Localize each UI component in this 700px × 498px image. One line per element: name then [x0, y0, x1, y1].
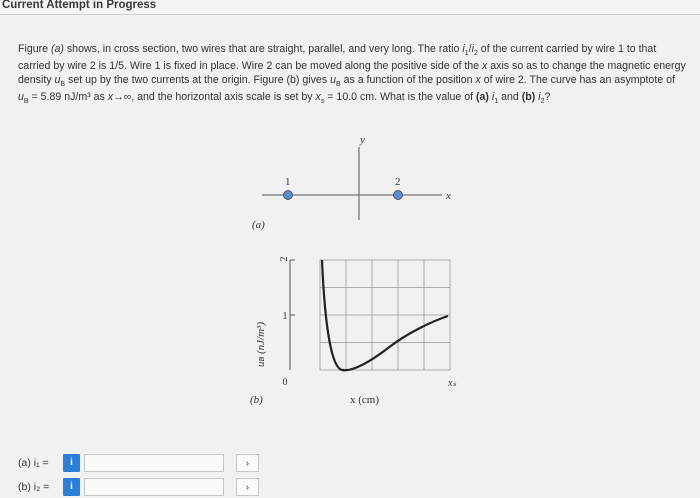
asymptote-value: 5.89 nJ/m³	[40, 91, 91, 104]
question-text: Figure (a) shows, in cross section, two wires that are straight, parallel, and very long. The ratio $i_1/i_2$ of the current carried by wire 1 to that carried by wire 2 is 1/5. Wire 1 is fixed in place. Wire 2 can be moved along the positive side of the x axis so as to change the magnetic energy density $u_B$ set up by the two currents at the origin. Figure (b) gives $u_B$ as a function of the position x of wire 2. The curve has an asymptote of $u_B = 5.89$ nJ/m³ as x→∞, and the horizontal axis scale is set by $x_s = 10.0$ cm. What is the value of (a) $i_1$ and (b) $i_2$?	[18, 43, 686, 106]
fig-b-x-axis-label: x (cm)	[350, 394, 380, 406]
answer-a-input[interactable]	[84, 454, 224, 472]
figure-b	[250, 257, 456, 407]
answer-b-label: (b) i₂ =	[18, 481, 50, 493]
header-divider	[0, 14, 700, 15]
fig-b-y-axis-label: uʙ (nJ/m³)	[255, 322, 267, 367]
answer-b-info-button[interactable]: i	[63, 478, 80, 496]
fig-a-y-label: y	[360, 134, 365, 146]
wire-1-dot	[284, 191, 293, 200]
answer-b-input[interactable]	[84, 478, 224, 496]
figure-diagram	[230, 130, 470, 420]
fig-b-caption: (b)	[250, 394, 263, 406]
header-title: Current Attempt in Progress	[2, 0, 157, 11]
wire-2-dot	[394, 191, 403, 200]
answer-a-label: (a) i₁ =	[18, 457, 49, 469]
answer-b-unit-select[interactable]: ›	[236, 478, 259, 496]
fig-b-y-tick-1: 1	[282, 311, 288, 322]
fig-a-x-label: x	[446, 190, 451, 202]
fig-b-grid	[320, 260, 450, 370]
answer-a-info-button[interactable]: i	[63, 454, 80, 472]
answer-a-unit-select[interactable]: ›	[236, 454, 259, 472]
fig-b-y-tick-2: 2	[279, 256, 290, 262]
fig-b-xs-label: xₛ	[448, 378, 457, 389]
figure-a	[252, 134, 451, 231]
page-header	[0, 0, 700, 14]
wire-1-label: 1	[285, 176, 291, 188]
scale-value: 10.0 cm	[336, 91, 375, 104]
wire-2-label: 2	[395, 176, 401, 188]
fig-a-caption: (a)	[252, 219, 265, 231]
fig-b-y-tick-0: 0	[282, 377, 288, 388]
ratio-value: 1/5	[109, 60, 124, 73]
